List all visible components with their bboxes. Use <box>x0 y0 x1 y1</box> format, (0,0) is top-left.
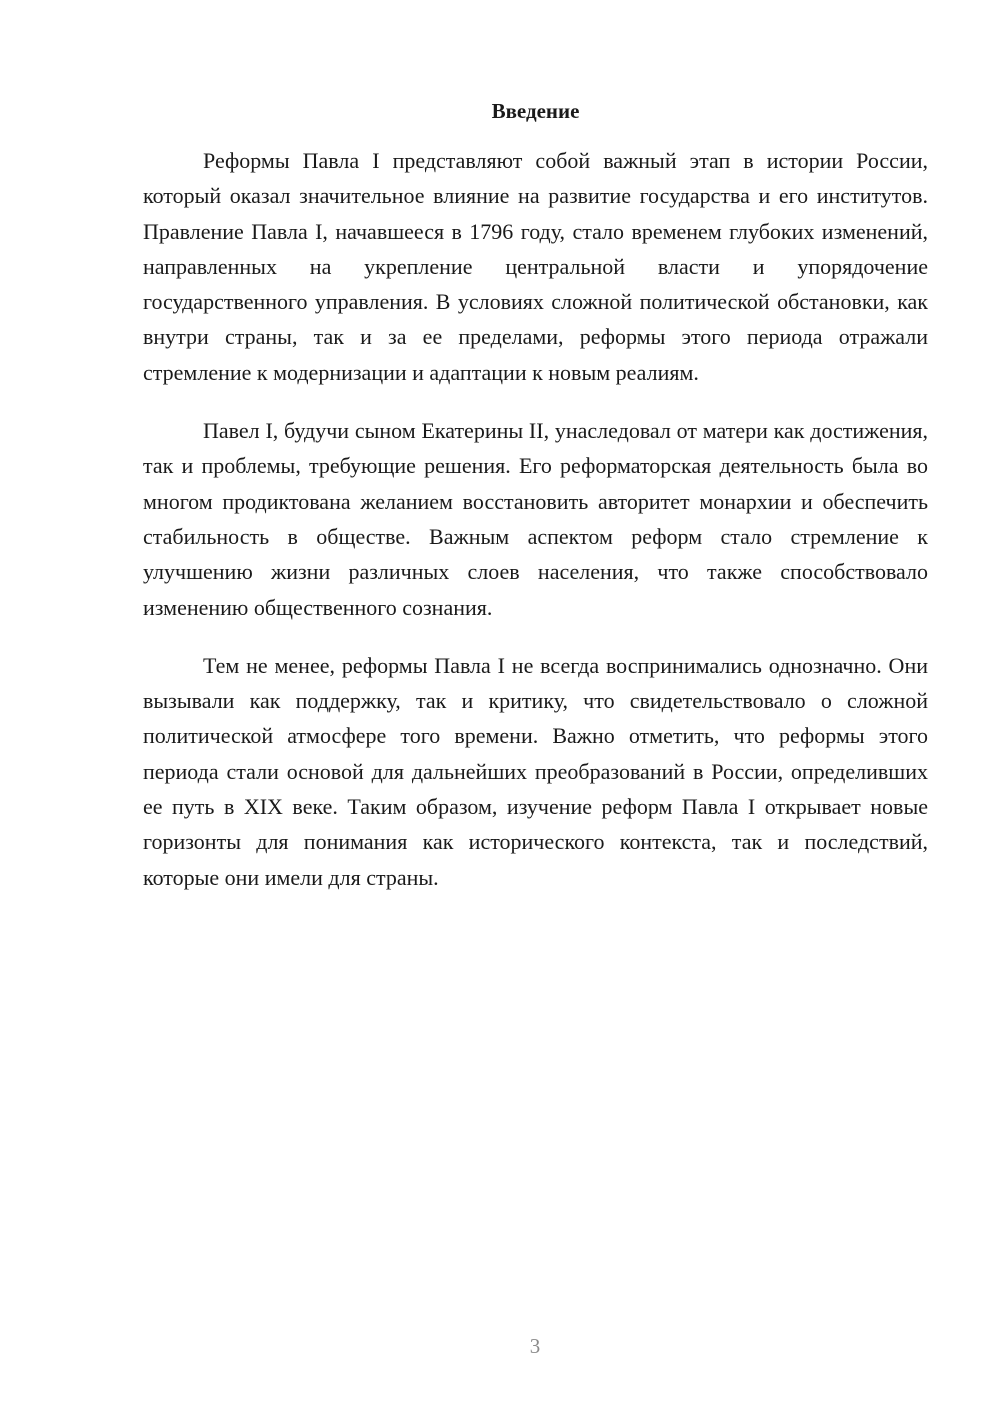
paragraph-1: Реформы Павла I представляют собой важный этап в истории России, который оказал значительное влияние на развитие государства и его институтов. Правление Павла I, начавшееся в 1796 году, стало временем глубоких изменений, направленных на укрепление центральной власти и упорядочение государственного управления. В условиях сложной политической обстановки, как внутри страны, так и за ее пределами, реформы этого периода отражали стремление к модернизации и адаптации к новым реалиям. <box>143 148 928 385</box>
paragraph-3: Тем не менее, реформы Павла I не всегда воспринимались однозначно. Они вызывали как поддержку, так и критику, что свидетельствовало о сложной политической атмосфере того времени. Важно отметить, что реформы этого периода стали основой для дальнейших преобразований в России, определивших ее путь в XIX веке. Таким образом, изучение реформ Павла I открывает новые горизонты для понимания как исторического контекста, так и последствий, которые они имели для страны. <box>143 652 928 890</box>
paragraph-2: Павел I, будучи сыном Екатерины II, унаследовал от матери как достижения, так и проблемы, требующие решения. Его реформаторская деятельность была во многом продиктована желанием восстановить авторитет монархии и обеспечить стабильность в обществе. Важным аспектом реформ стало стремление к улучшению жизни различных слоев населения, что также способствовало изменению общественного сознания. <box>143 418 928 620</box>
section-heading: Введение <box>491 99 580 123</box>
body-text <box>143 143 928 918</box>
page-number: 3 <box>529 1334 541 1358</box>
